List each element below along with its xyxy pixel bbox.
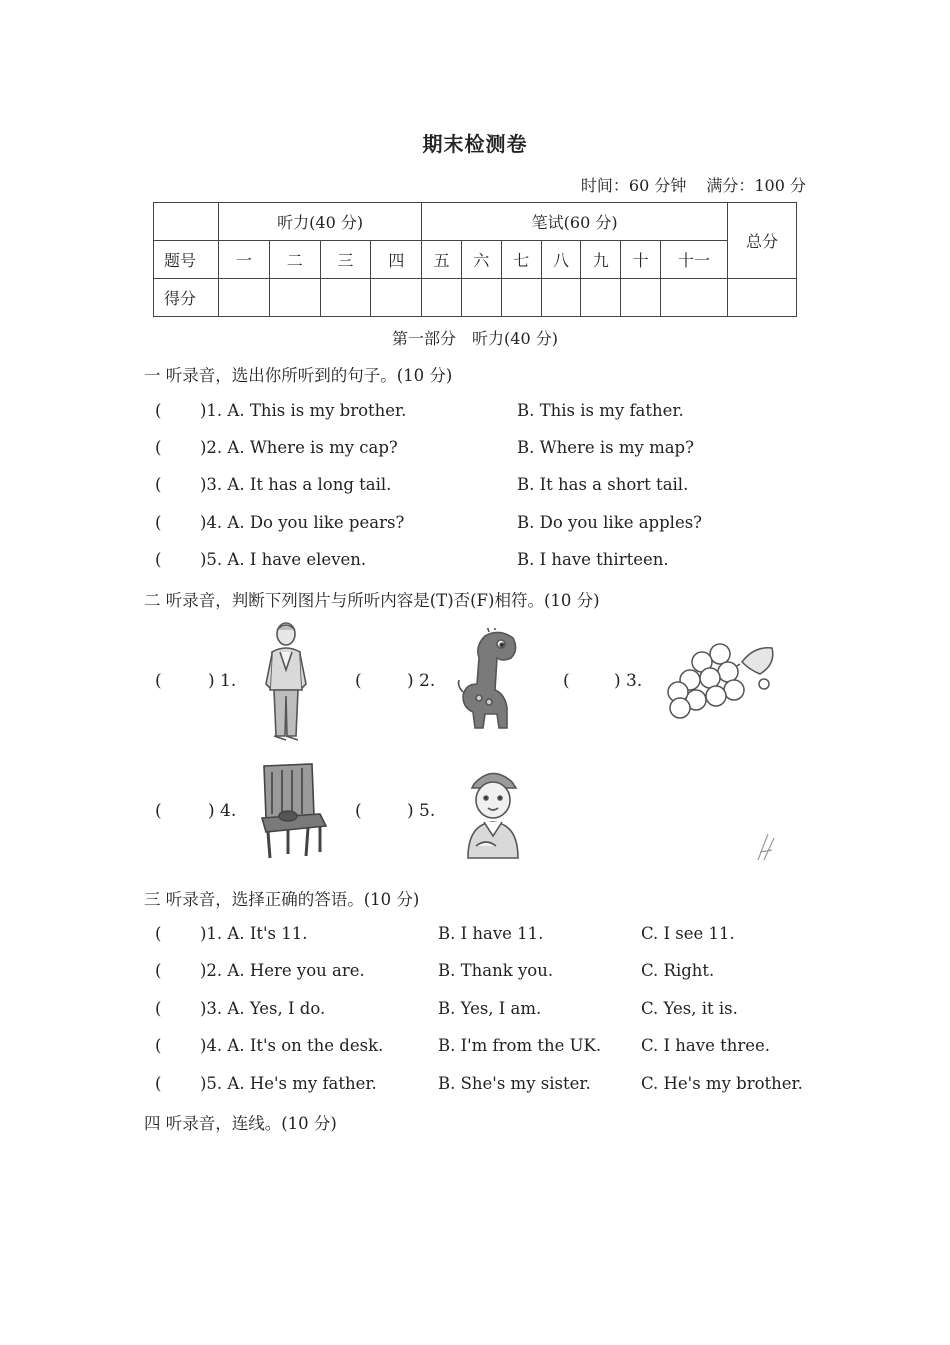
answer-paren[interactable]: ( — [563, 671, 570, 691]
question-option-a: )2. A. Where is my cap? — [200, 438, 398, 457]
question-option-b: B. This is my father. — [517, 401, 684, 420]
number-cell: 十 — [621, 241, 661, 279]
number-cell: 九 — [581, 241, 621, 279]
score-cell[interactable] — [621, 279, 661, 317]
score-cell[interactable] — [371, 279, 422, 317]
number-cell: 六 — [462, 241, 502, 279]
answer-paren[interactable]: ( — [355, 801, 362, 821]
question-option-b: B. It has a short tail. — [517, 475, 689, 494]
question-option-c: C. I have three. — [641, 1036, 771, 1055]
grapes-picture-icon — [664, 640, 778, 720]
section3-heading: 三 听录音，选择正确的答语。(10 分) — [144, 890, 420, 909]
score-cell[interactable] — [581, 279, 621, 317]
listening-header: 听力(40 分) — [219, 203, 422, 241]
question-option-b: B. Yes, I am. — [438, 999, 542, 1018]
picture-item-label: ) 3. — [614, 671, 643, 691]
exam-full-score: 满分：100 分 — [706, 176, 806, 195]
answer-paren[interactable]: ( — [155, 1074, 162, 1093]
chair-picture-icon — [258, 762, 328, 860]
writing-header: 笔试(60 分) — [422, 203, 728, 241]
question-option-a: )3. A. Yes, I do. — [200, 999, 326, 1018]
row-score-label: 得分 — [154, 279, 219, 317]
question-option-c: C. Right. — [641, 961, 715, 980]
number-cell: 十一 — [661, 241, 728, 279]
score-cell[interactable] — [422, 279, 462, 317]
question-option-a: )1. A. This is my brother. — [200, 401, 407, 420]
score-cell[interactable] — [661, 279, 728, 317]
answer-paren[interactable]: ( — [155, 475, 162, 494]
answer-paren[interactable]: ( — [155, 961, 162, 980]
question-option-a: )5. A. He's my father. — [200, 1074, 377, 1093]
giraffe-toy-picture-icon — [455, 628, 521, 732]
question-option-b: B. Thank you. — [438, 961, 554, 980]
question-option-a: )4. A. Do you like pears? — [200, 513, 405, 532]
row-number-label: 题号 — [154, 241, 219, 279]
answer-paren[interactable]: ( — [155, 999, 162, 1018]
exam-time: 时间：60 分钟 — [580, 176, 687, 195]
question-option-b: B. Where is my map? — [517, 438, 694, 457]
number-cell: 一 — [219, 241, 270, 279]
question-option-a: )5. A. I have eleven. — [200, 550, 367, 569]
question-option-a: )3. A. It has a long tail. — [200, 475, 392, 494]
score-table — [153, 202, 797, 317]
answer-paren[interactable]: ( — [155, 513, 162, 532]
number-cell: 八 — [541, 241, 581, 279]
score-cell[interactable] — [269, 279, 320, 317]
number-cell: 五 — [422, 241, 462, 279]
picture-item-label: ) 1. — [208, 671, 237, 691]
answer-paren[interactable]: ( — [155, 924, 162, 943]
question-option-b: B. She's my sister. — [438, 1074, 591, 1093]
question-option-b: B. Do you like apples? — [517, 513, 703, 532]
question-option-a: )2. A. Here you are. — [200, 961, 365, 980]
question-option-c: C. Yes, it is. — [641, 999, 738, 1018]
number-cell: 三 — [320, 241, 371, 279]
answer-paren[interactable]: ( — [155, 801, 162, 821]
pencil-mark-icon — [754, 830, 780, 862]
question-option-c: C. He's my brother. — [641, 1074, 803, 1093]
score-cell[interactable] — [320, 279, 371, 317]
number-cell: 二 — [269, 241, 320, 279]
answer-paren[interactable]: ( — [155, 671, 162, 691]
score-cell[interactable] — [541, 279, 581, 317]
section4-heading: 四 听录音，连线。(10 分) — [144, 1114, 337, 1133]
score-cell[interactable] — [219, 279, 270, 317]
answer-paren[interactable]: ( — [155, 438, 162, 457]
picture-item-label: ) 5. — [407, 801, 436, 821]
answer-paren[interactable]: ( — [355, 671, 362, 691]
total-header: 总分 — [728, 203, 797, 279]
section2-heading: 二 听录音，判断下列图片与所听内容是(T)否(F)相符。(10 分) — [144, 591, 600, 610]
boy-with-cap-picture-icon — [462, 762, 524, 860]
grandfather-picture-icon — [258, 618, 314, 746]
exam-meta — [581, 173, 806, 196]
page-title: 期末检测卷 — [422, 132, 528, 156]
answer-paren[interactable]: ( — [155, 1036, 162, 1055]
part-one-heading: 第一部分 听力(40 分) — [392, 329, 558, 348]
score-table-corner — [154, 203, 219, 241]
answer-paren[interactable]: ( — [155, 401, 162, 420]
number-cell: 七 — [501, 241, 541, 279]
answer-paren[interactable]: ( — [155, 550, 162, 569]
section1-heading: 一 听录音，选出你所听到的句子。(10 分) — [144, 366, 453, 385]
score-cell[interactable] — [728, 279, 797, 317]
question-option-b: B. I have thirteen. — [517, 550, 669, 569]
score-cell[interactable] — [501, 279, 541, 317]
question-option-c: C. I see 11. — [641, 924, 735, 943]
picture-item-label: ) 4. — [208, 801, 237, 821]
question-option-a: )1. A. It's 11. — [200, 924, 308, 943]
question-option-b: B. I'm from the UK. — [438, 1036, 602, 1055]
score-cell[interactable] — [462, 279, 502, 317]
number-cell: 四 — [371, 241, 422, 279]
question-option-a: )4. A. It's on the desk. — [200, 1036, 384, 1055]
question-option-b: B. I have 11. — [438, 924, 544, 943]
picture-item-label: ) 2. — [407, 671, 436, 691]
